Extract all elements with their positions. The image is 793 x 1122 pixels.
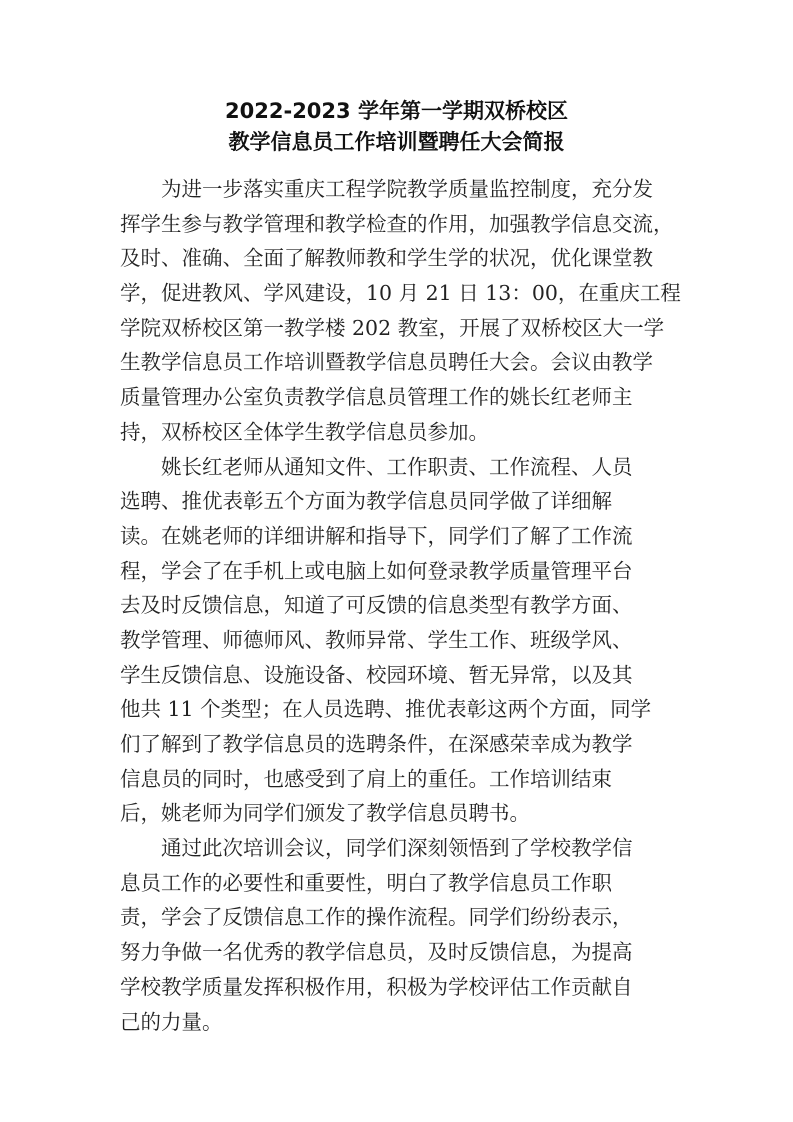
paragraph-2 bbox=[120, 450, 690, 832]
paragraph-line: 通过此次培训会议，同学们深刻领悟到了学校教学信 bbox=[161, 836, 633, 861]
paragraph-line: 学院双桥校区第一教学楼 202 教室，开展了双桥校区大一学 bbox=[120, 315, 665, 340]
paragraph-line: 质量管理办公室负责教学信息员管理工作的姚长红老师主 bbox=[120, 385, 633, 410]
paragraph-line: 责，学会了反馈信息工作的操作流程。同学们纷纷表示， bbox=[120, 905, 633, 930]
paragraph-line: 学，促进教风、学风建设，10 月 21 日 13：00，在重庆工程 bbox=[120, 281, 681, 306]
paragraph-line: 息员工作的必要性和重要性，明白了教学信息员工作职 bbox=[120, 870, 612, 895]
paragraph-line: 姚长红老师从通知文件、工作职责、工作流程、人员 bbox=[161, 454, 633, 479]
document-title bbox=[0, 96, 793, 158]
paragraph-line: 他共 11 个类型；在人员选聘、推优表彰这两个方面，同学 bbox=[120, 697, 652, 722]
title-line-2: 教学信息员工作培训暨聘任大会简报 bbox=[228, 130, 565, 154]
paragraph-line: 们了解到了教学信息员的选聘条件，在深感荣幸成为教学 bbox=[120, 732, 633, 756]
paragraph-line: 信息员的同时，也感受到了肩上的重任。工作培训结束 bbox=[120, 766, 612, 791]
paragraph-line: 读。在姚老师的详细讲解和指导下，同学们了解了工作流 bbox=[120, 523, 633, 548]
paragraph-line: 教学管理、师德师风、教师异常、学生工作、班级学风、 bbox=[120, 627, 633, 652]
paragraph-line: 选聘、推优表彰五个方面为教学信息员同学做了详细解 bbox=[120, 489, 612, 514]
paragraph-line: 学校教学质量发挥积极作用，积极为学校评估工作贡献自 bbox=[120, 974, 633, 999]
document-body bbox=[120, 172, 690, 1039]
paragraph-line: 及时、准确、全面了解教师教和学生学的状况，优化课堂教 bbox=[120, 246, 653, 271]
paragraph-line: 努力争做一名优秀的教学信息员，及时反馈信息，为提高 bbox=[120, 940, 633, 965]
title-line-1: 2022-2023 学年第一学期双桥校区 bbox=[225, 99, 568, 123]
paragraph-line: 己的力量。 bbox=[120, 1009, 223, 1034]
paragraph-3 bbox=[120, 831, 690, 1039]
paragraph-line: 后，姚老师为同学们颁发了教学信息员聘书。 bbox=[120, 801, 530, 826]
paragraph-line: 挥学生参与教学管理和教学检查的作用，加强教学信息交流， bbox=[120, 211, 674, 236]
paragraph-line: 程，学会了在手机上或电脑上如何登录教学质量管理平台 bbox=[120, 558, 633, 583]
paragraph-line: 生教学信息员工作培训暨教学信息员聘任大会。会议由教学 bbox=[120, 350, 653, 375]
paragraph-1 bbox=[120, 172, 690, 450]
paragraph-line: 持，双桥校区全体学生教学信息员参加。 bbox=[120, 419, 489, 444]
paragraph-line: 去及时反馈信息，知道了可反馈的信息类型有教学方面、 bbox=[120, 593, 633, 618]
paragraph-line: 学生反馈信息、设施设备、校园环境、暂无异常，以及其 bbox=[120, 662, 633, 687]
paragraph-line: 为进一步落实重庆工程学院教学质量监控制度，充分发 bbox=[161, 177, 653, 201]
